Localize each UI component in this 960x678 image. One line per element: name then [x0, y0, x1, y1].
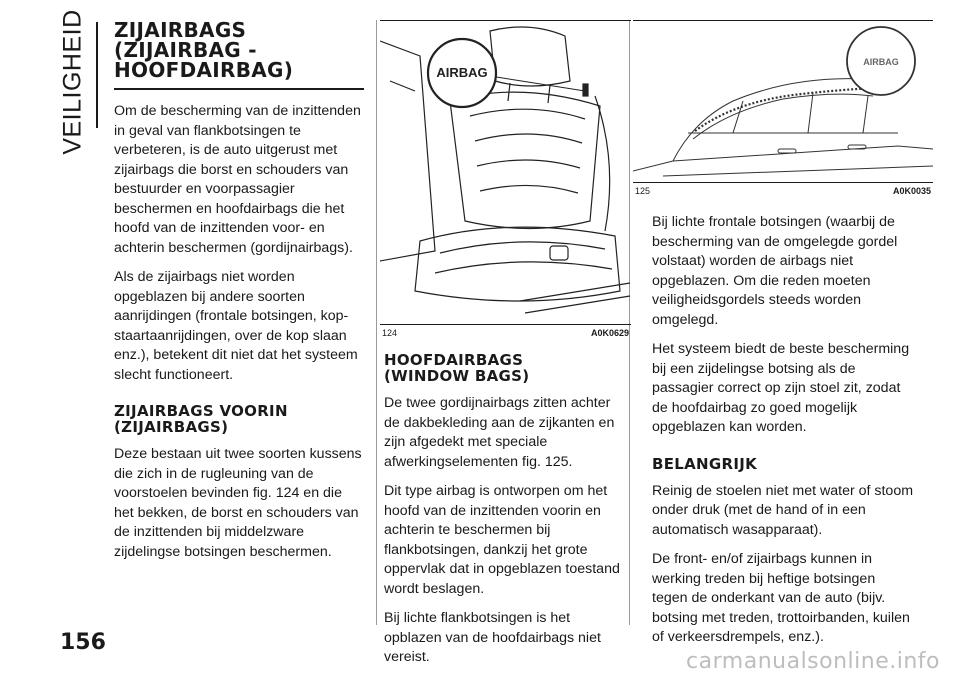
- title-rule: [114, 88, 364, 90]
- figure-caption: [380, 324, 631, 341]
- watermark: carmanualsonline.info: [686, 649, 940, 674]
- figure-caption: [633, 182, 933, 199]
- figure-code: A0K0629: [590, 328, 629, 338]
- car-illustration: [633, 21, 933, 182]
- paragraph: Dit type airbag is ontworpen om het hoofd van de inzittenden voorin en achterin te beschermen bij flankbotsingen, dankzij het grote oppervlak dat in opgeblazen toestand wordt beslagen.: [384, 483, 620, 597]
- column-divider: [376, 20, 377, 625]
- paragraph: Om de bescherming van de inzittenden in geval van flankbotsingen te verbeteren, is de auto uitgerust met zijairbags die borst en schouders van bestuurder en voorpassagier beschermen en hoofdairbags die het hoofd van de inzittenden voor- en achterin beschermen (gordijnairbags).: [114, 103, 361, 256]
- figure-code: A0K0035: [892, 186, 931, 196]
- figure-number: 125: [635, 186, 651, 196]
- paragraph: Bij lichte flankbotsingen is het opblazen van de hoofdairbags niet vereist.: [384, 610, 601, 665]
- seat-illustration: [380, 21, 631, 324]
- subheading: HOOFDAIRBAGS (WINDOW BAGS): [384, 351, 530, 385]
- section-rule: [96, 22, 98, 128]
- page-number: 156: [60, 630, 106, 655]
- subheading: ZIJAIRBAGS VOORIN (ZIJAIRBAGS): [114, 402, 288, 436]
- figure-125: [633, 20, 933, 199]
- paragraph: Het systeem biedt de beste bescherming bij een zijdelingse botsing als de passagier correct op zijn stoel zit, zodat de hoofdairbag zo goed mogelijk opgeblazen kan worden.: [652, 341, 910, 435]
- subheading: BELANGRIJK: [652, 454, 758, 473]
- paragraph: Bij lichte frontale botsingen (waarbij de bescherming van de omgelegde gordel volstaat) worden de airbags niet opgeblazen. Om die reden moeten veiligheidsgordels steeds worden omgelegd.: [652, 214, 898, 328]
- paragraph: De twee gordijnairbags zitten achter de dakbekleding aan de zijkanten en zijn afgedekt met speciale afwerkingselementen fig. 125.: [384, 395, 615, 470]
- paragraph: Deze bestaan uit twee soorten kussens die zich in de rugleuning van de voorstoelen bevinden fig. 124 en die het bekken, de borst en schouders van de inzittenden bij middelzware zijdelingse botsingen beschermen.: [114, 446, 362, 560]
- column-1: [114, 20, 364, 572]
- figure-number: 124: [382, 328, 398, 338]
- section-label: VEILIGHEID: [58, 9, 87, 155]
- airbag-callout-label: AIRBAG: [863, 57, 899, 67]
- paragraph: Als de zijairbags niet worden opgeblazen bij andere soorten aanrijdingen (frontale botsingen, kop-staartaanrijdingen, over de kop slaan enz.), betekent dit niet dat het systeem slecht functioneert.: [114, 269, 358, 383]
- column-3: [652, 213, 914, 658]
- paragraph: Reinig de stoelen niet met water of stoom onder druk (met de hand of in een automatisch wasapparaat).: [652, 482, 914, 538]
- figure-124: [380, 20, 631, 341]
- paragraph: De front- en/of zijairbags kunnen in werking treden bij heftige botsingen tegen de onderkant van de auto (bijv. botsing met treden, trottoirbanden, kuilen of verkeersdrempels, enz.).: [652, 551, 910, 645]
- column-2: [384, 352, 626, 678]
- airbag-callout-label: AIRBAG: [436, 65, 488, 80]
- section-title: ZIJAIRBAGS (ZIJAIRBAG - HOOFDAIRBAG): [114, 18, 294, 82]
